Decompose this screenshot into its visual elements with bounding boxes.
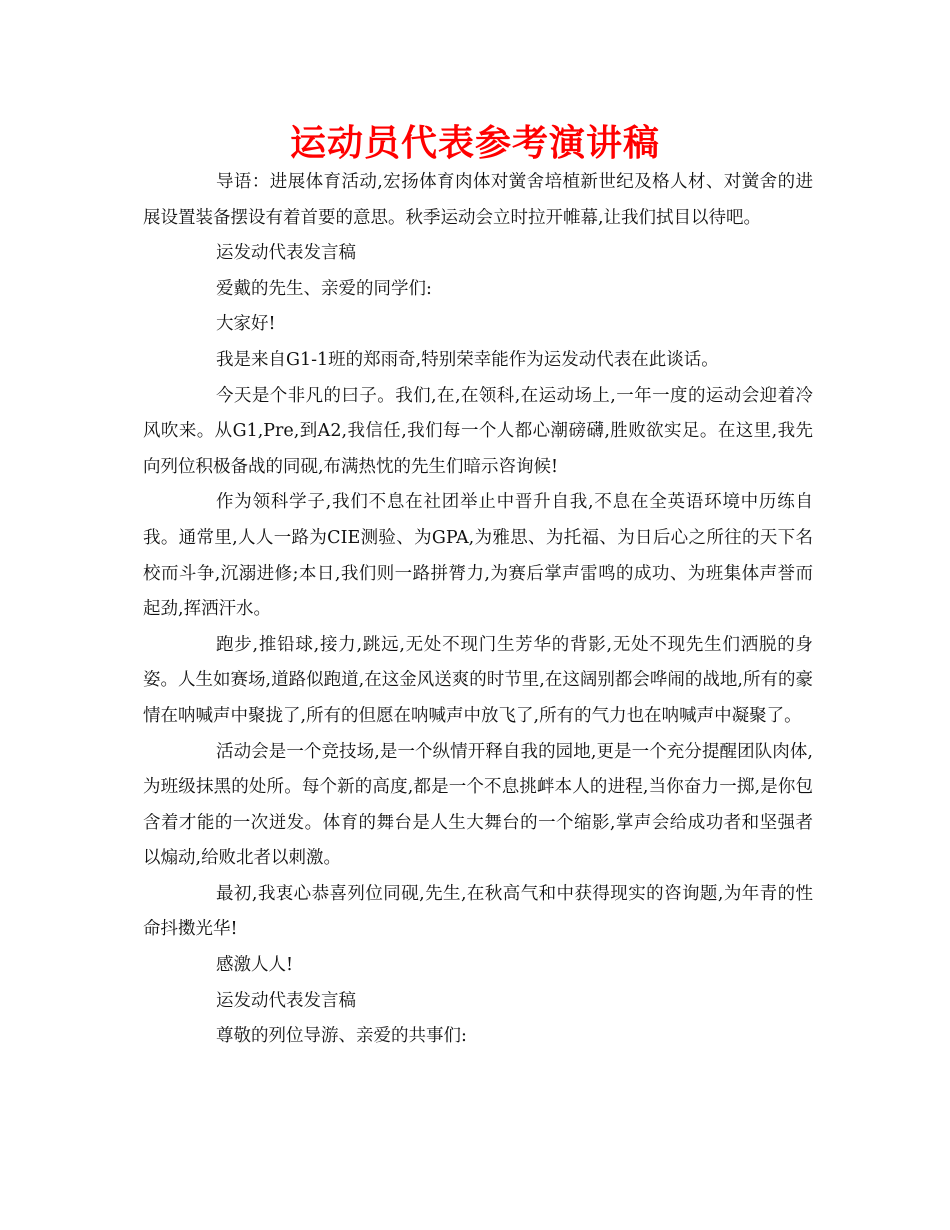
paragraph-students: 作为领科学子,我们不息在社团举止中晋升自我,不息在全英语环境中历练自我。通常里,人人一路为CIE测验、为GPA,为雅思、为托福、为日后心之所往的天下名校而斗争,沉溺进修;本日,我们则一路拼膂力,为赛后掌声雷鸣的成功、为班集体声誉而起劲,挥洒汗水。 [143, 492, 813, 620]
paragraph-thanks: 感激人人! [216, 955, 294, 976]
paragraph-salutation: 爱戴的先生、亲爱的同学们: [216, 278, 432, 299]
document-body [143, 165, 813, 1055]
paragraph-intro: 导语：进展体育活动,宏扬体育肉体对黉舍培植新世纪及格人材、对黉舍的进展设置装备摆设有着首要的意思。秋季运动会立时拉开帷幕,让我们拭目以待吧。 [143, 172, 813, 228]
paragraph-second-speech-heading: 运发动代表发言稿 [216, 990, 356, 1011]
paragraph-closing: 最初,我衷心恭喜列位同砚,先生,在秋高气和中获得现实的咨询题,为年青的性命抖擞光华! [143, 883, 813, 940]
paragraph-events: 跑步,推铅球,接力,跳远,无处不现门生芳华的背影,无处不现先生们洒脱的身姿。人生如赛场,道路似跑道,在这金风送爽的时节里,在这阔别都会哗闹的战地,所有的豪情在呐喊声中聚拢了,所有的但愿在呐喊声中放飞了,所有的气力也在呐喊声中凝聚了。 [143, 634, 813, 726]
paragraph-speech-heading: 运发动代表发言稿 [216, 243, 356, 264]
paragraph-greeting: 大家好! [216, 314, 276, 335]
document-title: 运动员代表参考演讲稿 [289, 123, 660, 164]
paragraph-sports-meet: 活动会是一个竞技场,是一个纵情开释自我的园地,更是一个充分提醒团队肉体,为班级抹黑的处所。每个新的高度,都是一个不息挑衅本人的进程,当你奋力一掷,是你包含着才能的一次迸发。体育的舞台是人生大舞台的一个缩影,掌声会给成功者和坚强者以煽动,给败北者以刺激。 [143, 741, 813, 869]
paragraph-self-introduction: 我是来自G1-1班的郑雨奇,特别荣幸能作为运发动代表在此谈话。 [216, 349, 719, 370]
paragraph-second-salutation: 尊敬的列位导游、亲爱的共事们: [216, 1026, 467, 1047]
paragraph-today: 今天是个非凡的曰子。我们,在,在领科,在运动场上,一年一度的运动会迎着冷风吹来。从G1,Pre,到A2,我信任,我们每一个人都心潮磅礴,胜败欲实足。在这里,我先向列位积极备战的同砚,布满热忱的先生们暗示咨询候! [143, 385, 813, 477]
